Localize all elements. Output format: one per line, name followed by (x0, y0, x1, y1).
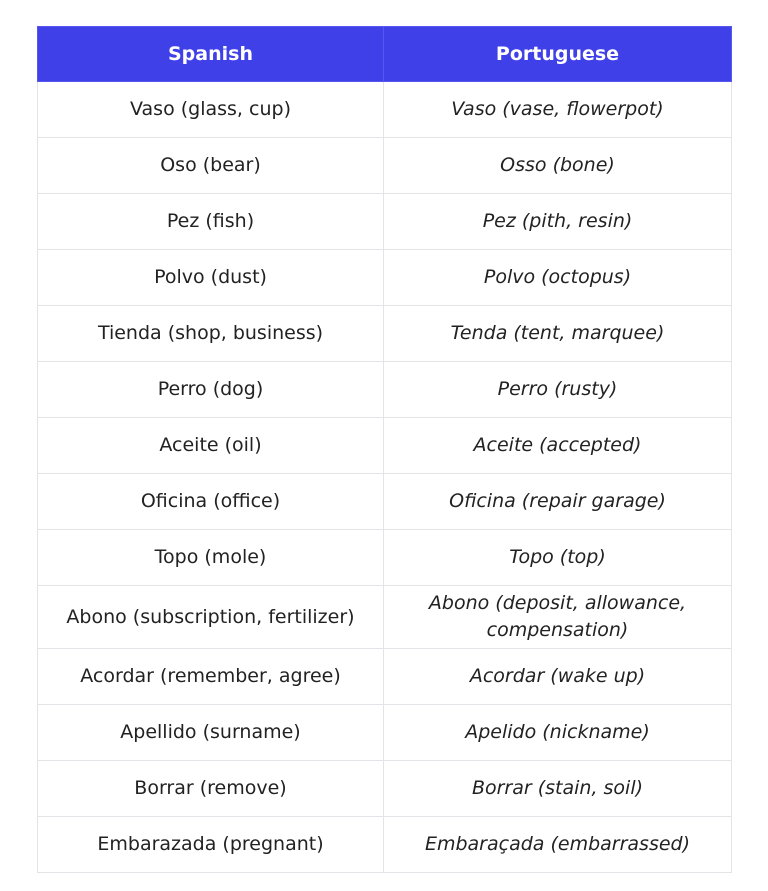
header-row (38, 27, 732, 82)
spanish-cell: Topo (mole) (38, 530, 384, 586)
spanish-cell: Embarazada (pregnant) (38, 817, 384, 873)
spanish-cell: Abono (subscription, fertilizer) (38, 586, 384, 649)
table-row (38, 82, 732, 138)
spanish-cell: Perro (dog) (38, 362, 384, 418)
spanish-cell: Aceite (oil) (38, 418, 384, 474)
table-header (38, 27, 732, 82)
table-row (38, 418, 732, 474)
table-row (38, 306, 732, 362)
table-row (38, 362, 732, 418)
table-row (38, 817, 732, 873)
portuguese-cell: Oficina (repair garage) (384, 474, 732, 530)
header-spanish: Spanish (38, 27, 384, 82)
portuguese-cell: Apelido (nickname) (384, 705, 732, 761)
table-row (38, 649, 732, 705)
table-body (38, 82, 732, 873)
portuguese-cell: Borrar (stain, soil) (384, 761, 732, 817)
table-row (38, 586, 732, 649)
portuguese-cell: Perro (rusty) (384, 362, 732, 418)
table-row (38, 138, 732, 194)
spanish-cell: Pez (fish) (38, 194, 384, 250)
table-row (38, 705, 732, 761)
comparison-table-container (37, 26, 731, 873)
portuguese-cell: Tenda (tent, marquee) (384, 306, 732, 362)
portuguese-cell: Vaso (vase, flowerpot) (384, 82, 732, 138)
portuguese-cell: Polvo (octopus) (384, 250, 732, 306)
portuguese-cell: Acordar (wake up) (384, 649, 732, 705)
table-row (38, 474, 732, 530)
portuguese-cell: Pez (pith, resin) (384, 194, 732, 250)
table-row (38, 194, 732, 250)
spanish-cell: Tienda (shop, business) (38, 306, 384, 362)
portuguese-cell: Topo (top) (384, 530, 732, 586)
header-portuguese: Portuguese (384, 27, 732, 82)
portuguese-cell: Embaraçada (embarrassed) (384, 817, 732, 873)
spanish-cell: Acordar (remember, agree) (38, 649, 384, 705)
portuguese-cell: Abono (deposit, allowance, compensation) (384, 586, 732, 649)
spanish-cell: Borrar (remove) (38, 761, 384, 817)
spanish-cell: Polvo (dust) (38, 250, 384, 306)
spanish-cell: Apellido (surname) (38, 705, 384, 761)
spanish-cell: Vaso (glass, cup) (38, 82, 384, 138)
false-friends-table (37, 26, 732, 873)
portuguese-cell: Aceite (accepted) (384, 418, 732, 474)
spanish-cell: Oficina (office) (38, 474, 384, 530)
table-row (38, 530, 732, 586)
portuguese-cell: Osso (bone) (384, 138, 732, 194)
table-row (38, 250, 732, 306)
spanish-cell: Oso (bear) (38, 138, 384, 194)
table-row (38, 761, 732, 817)
